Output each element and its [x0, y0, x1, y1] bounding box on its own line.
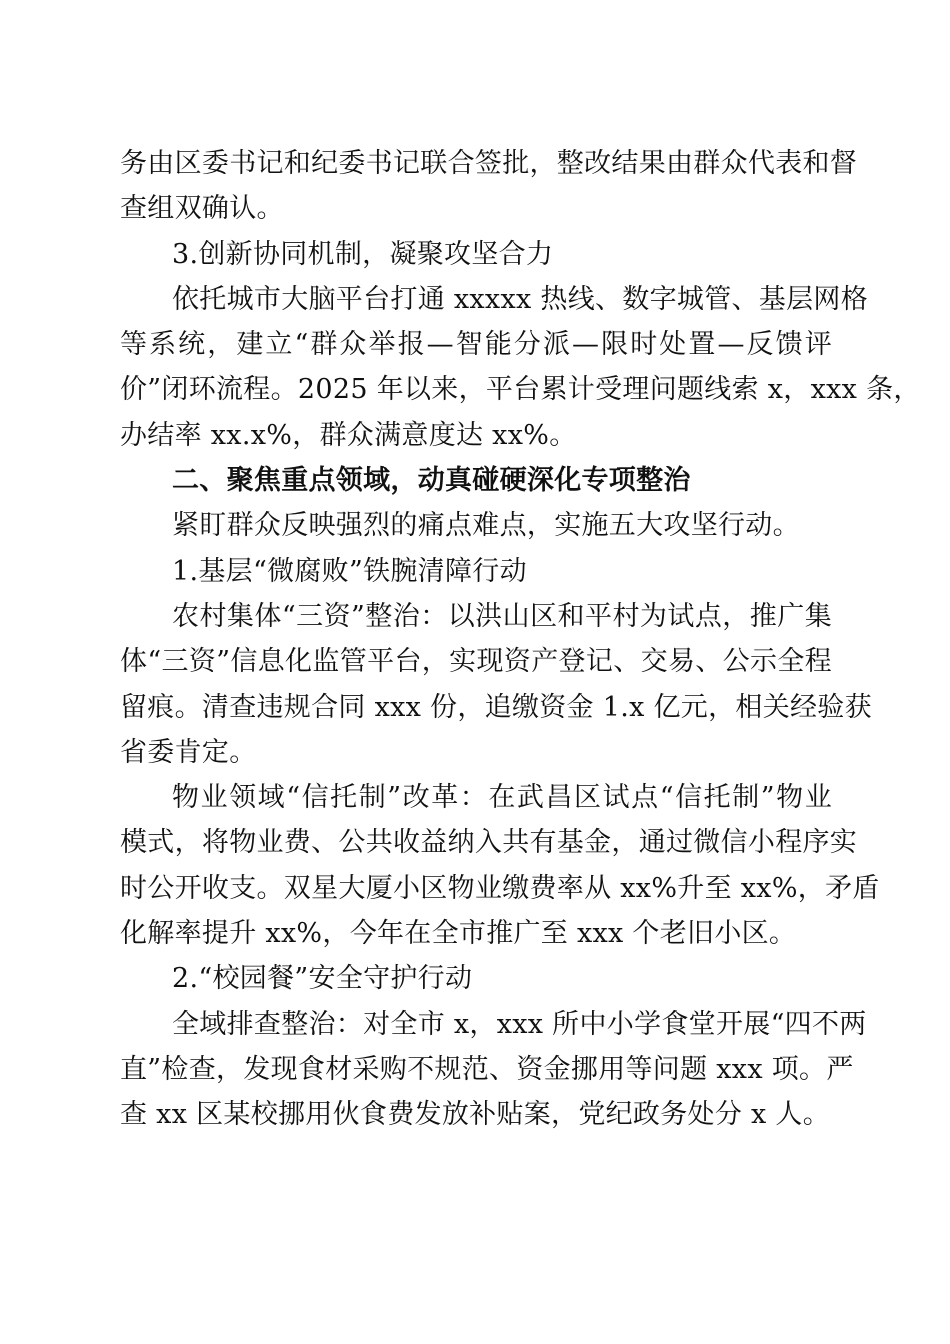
paragraph-line: 办结率 xx.x%，群众满意度达 xx%。: [120, 419, 577, 451]
paragraph-line: 体“三资”信息化监管平台，实现资产登记、交易、公示全程: [120, 646, 832, 678]
document-body: [120, 141, 921, 1138]
paragraph-line: 全域排查整治：对全市 x，xxx 所中小学食堂开展“四不两: [172, 1008, 867, 1040]
paragraph-line: 紧盯群众反映强烈的痛点难点，实施五大攻坚行动。: [172, 510, 800, 542]
paragraph-line: 省委肯定。: [120, 736, 257, 768]
subheading-line: 2.“校园餐”安全守护行动: [172, 963, 473, 995]
section-heading: 二、聚焦重点领域，动真碰硬深化专项整治: [172, 465, 691, 497]
paragraph-line: 物业领域“信托制”改革：在武昌区试点“信托制”物业: [172, 782, 832, 814]
paragraph-line: 依托城市大脑平台打通 xxxxx 热线、数字城管、基层网格: [172, 283, 868, 315]
paragraph-line: 农村集体“三资”整治：以洪山区和平村为试点，推广集: [172, 600, 832, 632]
paragraph-line: 等系统，建立“群众举报—智能分派—限时处置—反馈评: [120, 329, 832, 361]
paragraph-line: 化解率提升 xx%，今年在全市推广至 xxx 个老旧小区。: [120, 918, 797, 950]
paragraph-line: 查组双确认。: [120, 193, 284, 225]
paragraph-line: 模式，将物业费、公共收益纳入共有基金，通过微信小程序实: [120, 827, 858, 859]
paragraph-line: 时公开收支。双星大厦小区物业缴费率从 xx%升至 xx%，矛盾: [120, 872, 880, 904]
subheading-line: 1.基层“微腐败”铁腕清障行动: [172, 555, 527, 587]
paragraph-line: 价”闭环流程。2025 年以来，平台累计受理问题线索 x，xxx 条，: [120, 374, 921, 406]
paragraph-line: 务由区委书记和纪委书记联合签批，整改结果由群众代表和督: [120, 148, 858, 179]
paragraph-line: 直”检查，发现食材采购不规范、资金挪用等问题 xxx 项。严: [120, 1053, 854, 1085]
paragraph-line: 留痕。清查违规合同 xxx 份，追缴资金 1.x 亿元，相关经验获: [120, 691, 872, 723]
subheading-line: 3.创新协同机制，凝聚攻坚合力: [172, 238, 554, 270]
paragraph-line: 查 xx 区某校挪用伙食费发放补贴案，党纪政务处分 x 人。: [120, 1099, 831, 1131]
